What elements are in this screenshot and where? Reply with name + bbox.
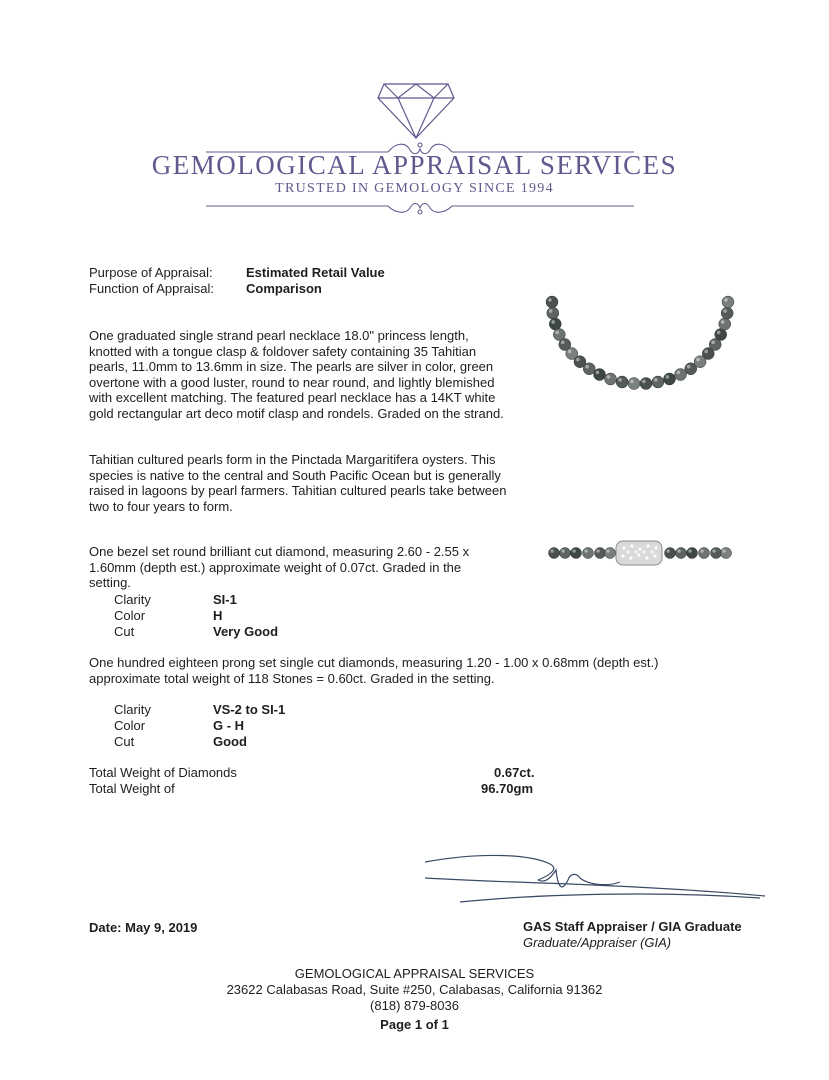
- appraisal-date: Date: May 9, 2019: [89, 920, 198, 935]
- cut1-label: Cut: [114, 624, 135, 639]
- diamond1-description: One bezel set round brilliant cut diamond, measuring 2.60 - 2.55 x 1.60mm (depth est.) approximate weight of 0.07ct. Graded in the setting.: [89, 544, 470, 590]
- function-value: Comparison: [246, 281, 322, 296]
- pearl-highlight: [549, 309, 553, 313]
- pearl: [595, 548, 606, 559]
- pearl-highlight: [561, 341, 565, 345]
- pearl: [546, 296, 558, 308]
- pearl-highlight: [568, 350, 572, 354]
- diamond-logo-icon: [376, 80, 456, 142]
- tahitian-description: Tahitian cultured pearls form in the Pinctada Margaritifera oysters. This species is native to the central and South Pacific Ocean but is generally raised in lagoons by pearl farmers. Tahitian cultured pearls take between two to four years to form.: [89, 452, 507, 514]
- pearl-highlight: [642, 380, 646, 384]
- pearl: [699, 548, 710, 559]
- pearl-highlight: [572, 549, 575, 552]
- clasp-icon: [616, 541, 662, 565]
- cut2-value: Good: [213, 734, 247, 749]
- appraiser-title: Graduate/Appraiser (GIA): [523, 935, 672, 950]
- pearl: [721, 307, 733, 319]
- color2-label: Color: [114, 718, 146, 733]
- pearl-highlight: [548, 298, 552, 302]
- pearl: [583, 363, 595, 375]
- pearl-highlight: [607, 375, 611, 379]
- pearl-highlight: [630, 380, 634, 384]
- pearl-highlight: [677, 549, 680, 552]
- clarity1-value: SI-1: [213, 592, 237, 607]
- clarity1-label: Clarity: [114, 592, 151, 607]
- pearl: [719, 318, 731, 330]
- total-weight-label: Total Weight of: [89, 781, 175, 796]
- pearl-highlight: [712, 549, 715, 552]
- pearl-highlight: [596, 371, 600, 375]
- cut2-label: Cut: [114, 734, 135, 749]
- pearl-highlight: [666, 549, 669, 552]
- pearl: [571, 548, 582, 559]
- pearl: [616, 376, 628, 388]
- diamond2-description: One hundred eighteen prong set single cut diamonds, measuring 1.20 - 1.00 x 0.68mm (depth est.) approximate total weight of 118 Stones = 0.60ct. Graded in the setting.: [89, 655, 659, 686]
- pearl-highlight: [585, 365, 589, 369]
- clarity2-value: VS-2 to SI-1: [213, 702, 286, 717]
- company-logo-title: GEMOLOGICAL APPRAISAL SERVICES: [151, 150, 678, 180]
- pearl-highlight: [606, 549, 609, 552]
- pearl-highlight: [618, 378, 622, 382]
- pearl-highlight: [584, 549, 587, 552]
- footer-phone: (818) 879-8036: [370, 998, 459, 1013]
- footer-company: GEMOLOGICAL APPRAISAL SERVICES: [294, 966, 535, 981]
- page-number: Page 1 of 1: [380, 1017, 449, 1032]
- pearl: [665, 548, 676, 559]
- pearl: [676, 548, 687, 559]
- pearl-highlight: [711, 341, 715, 345]
- color1-value: H: [213, 608, 223, 623]
- pearl: [605, 373, 617, 385]
- pearl-highlight: [596, 549, 599, 552]
- pearl-highlight: [688, 549, 691, 552]
- pearl: [715, 329, 727, 341]
- pearl-highlight: [723, 309, 727, 313]
- footer-address: 23622 Calabasas Road, Suite #250, Calabasas, California 91362: [226, 982, 603, 997]
- pearl-highlight: [704, 350, 708, 354]
- total-diamonds-label: Total Weight of Diamonds: [89, 765, 237, 780]
- pearl: [549, 318, 561, 330]
- color2-value: G - H: [213, 718, 245, 733]
- pearl-highlight: [666, 375, 670, 379]
- pearl-highlight: [654, 378, 658, 382]
- pearl-highlight: [721, 320, 725, 324]
- pearl-highlight: [722, 549, 725, 552]
- pearl-highlight: [677, 371, 681, 375]
- pearl-highlight: [576, 358, 580, 362]
- pearl: [594, 369, 606, 381]
- pearl: [652, 376, 664, 388]
- pearl: [628, 378, 640, 390]
- pearl: [560, 548, 571, 559]
- clasp-photo: [548, 536, 732, 570]
- pearl: [711, 548, 722, 559]
- pearl-highlight: [555, 331, 559, 335]
- purpose-label: Purpose of Appraisal:: [89, 265, 213, 280]
- pearl-highlight: [696, 358, 700, 362]
- pearl-highlight: [700, 549, 703, 552]
- company-tagline: TRUSTED IN GEMOLOGY SINCE 1994: [275, 181, 554, 196]
- pearl: [722, 296, 734, 308]
- signature-icon: [420, 850, 770, 910]
- total-weight-value: 96.70gm: [481, 781, 534, 796]
- pearl: [549, 548, 560, 559]
- bottom-ornament-icon: [206, 198, 634, 216]
- pearl-highlight: [551, 320, 555, 324]
- pearl-highlight: [724, 298, 728, 302]
- pearl: [674, 369, 686, 381]
- necklace-photo: [540, 288, 745, 398]
- pearl-highlight: [687, 365, 691, 369]
- pearl: [721, 548, 732, 559]
- cut1-value: Very Good: [213, 624, 279, 639]
- pearl: [640, 378, 652, 390]
- pearl-highlight: [717, 331, 721, 335]
- pearl: [547, 307, 559, 319]
- pearl-highlight: [561, 549, 564, 552]
- function-label: Function of Appraisal:: [89, 281, 215, 296]
- purpose-value: Estimated Retail Value: [246, 265, 385, 280]
- pearl: [605, 548, 616, 559]
- total-diamonds-value: 0.67ct.: [494, 765, 535, 780]
- color1-label: Color: [114, 608, 146, 623]
- clarity2-label: Clarity: [114, 702, 151, 717]
- pearl: [687, 548, 698, 559]
- item-description: One graduated single strand pearl necklace 18.0" princess length, knotted with a tongue clasp & foldover safety containing 35 Tahitian pearls, 11.0mm to 13.6mm in size. The pearls are silver in color, green overtone with a good luster, round to near round, and lightly blemished with excellent matching. The featured pearl necklace has a 14KT white gold rectangular art deco motif clasp and rondels. Graded on the strand.: [89, 328, 504, 421]
- pearl: [583, 548, 594, 559]
- pearl-highlight: [550, 549, 553, 552]
- pearl: [663, 373, 675, 385]
- appraiser-name: GAS Staff Appraiser / GIA Graduate: [523, 919, 742, 934]
